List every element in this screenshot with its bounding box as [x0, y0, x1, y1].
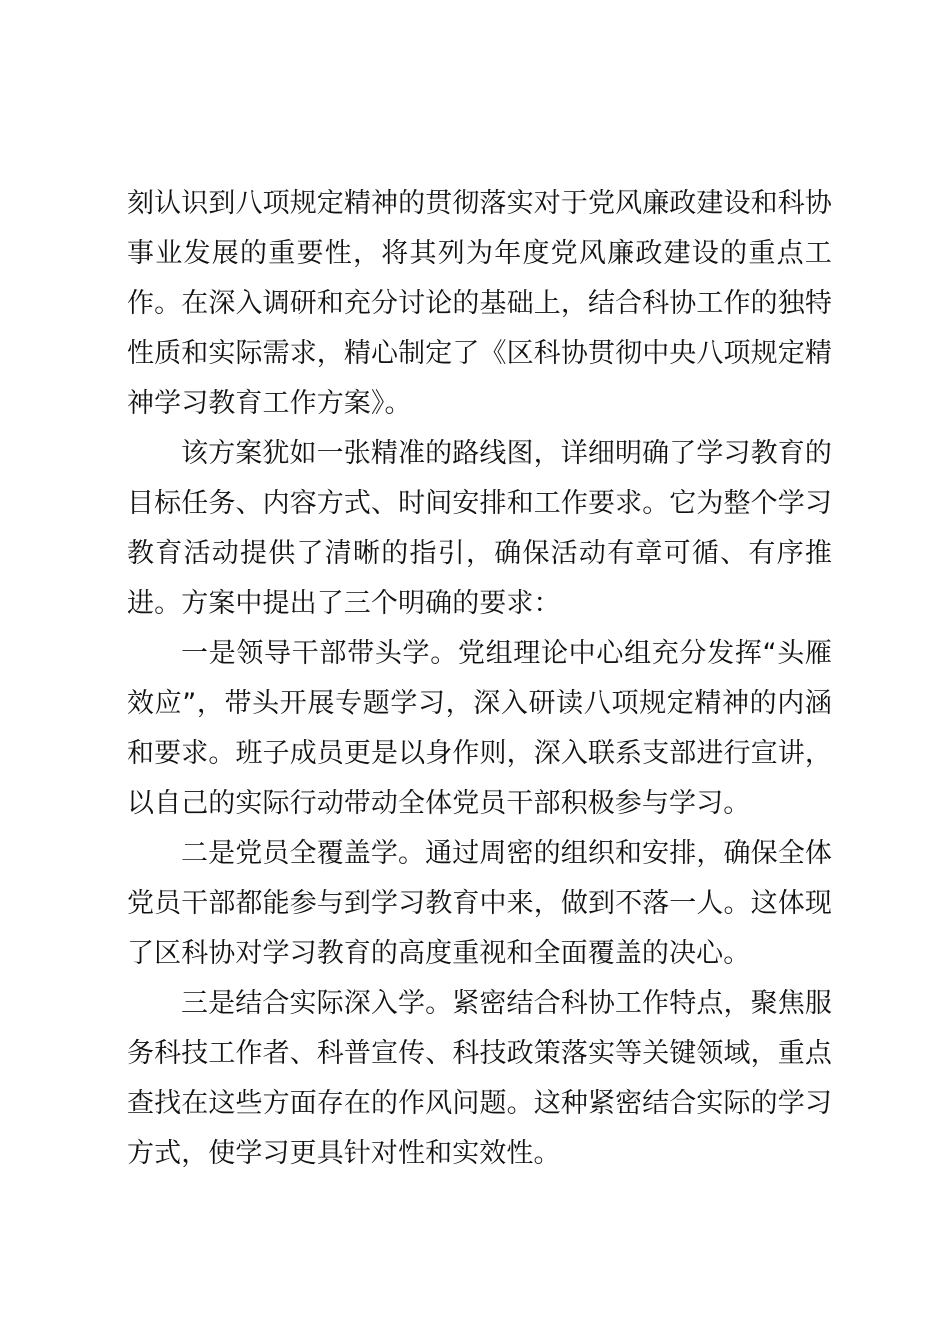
paragraph-plan-overview: 该方案犹如一张精准的路线图，详细明确了学习教育的目标任务、内容方式、时间安排和工作要求。它为整个学习教育活动提供了清晰的指引，确保活动有章可循、有序推进。方案中提出了三个明确的要求： — [127, 438, 832, 619]
paragraph-requirement-2: 二是党员全覆盖学。通过周密的组织和安排，确保全体党员干部都能参与到学习教育中来，做到不落一人。这体现了区科协对学习教育的高度重视和全面覆盖的决心。 — [127, 838, 832, 969]
paragraph-continuation: 刻认识到八项规定精神的贯彻落实对于党风廉政建设和科协事业发展的重要性，将其列为年度党风廉政建设的重点工作。在深入调研和充分讨论的基础上，结合科协工作的独特性质和实际需求，精心制定了《区科协贯彻中央八项规定精神学习教育工作方案》。 — [127, 188, 832, 419]
document-body — [127, 179, 832, 1179]
paragraph-requirement-1: 一是领导干部带头学。党组理论中心组充分发挥“头雁效应”，带头开展专题学习，深入研读八项规定精神的内涵和要求。班子成员更是以身作则，深入联系支部进行宣讲，以自己的实际行动带动全体党员干部积极参与学习。 — [127, 638, 832, 819]
paragraph-requirement-3: 三是结合实际深入学。紧密结合科协工作特点，聚焦服务科技工作者、科普宣传、科技政策落实等关键领域，重点查找在这些方面存在的作风问题。这种紧密结合实际的学习方式，使学习更具针对性和实效性。 — [127, 988, 832, 1169]
